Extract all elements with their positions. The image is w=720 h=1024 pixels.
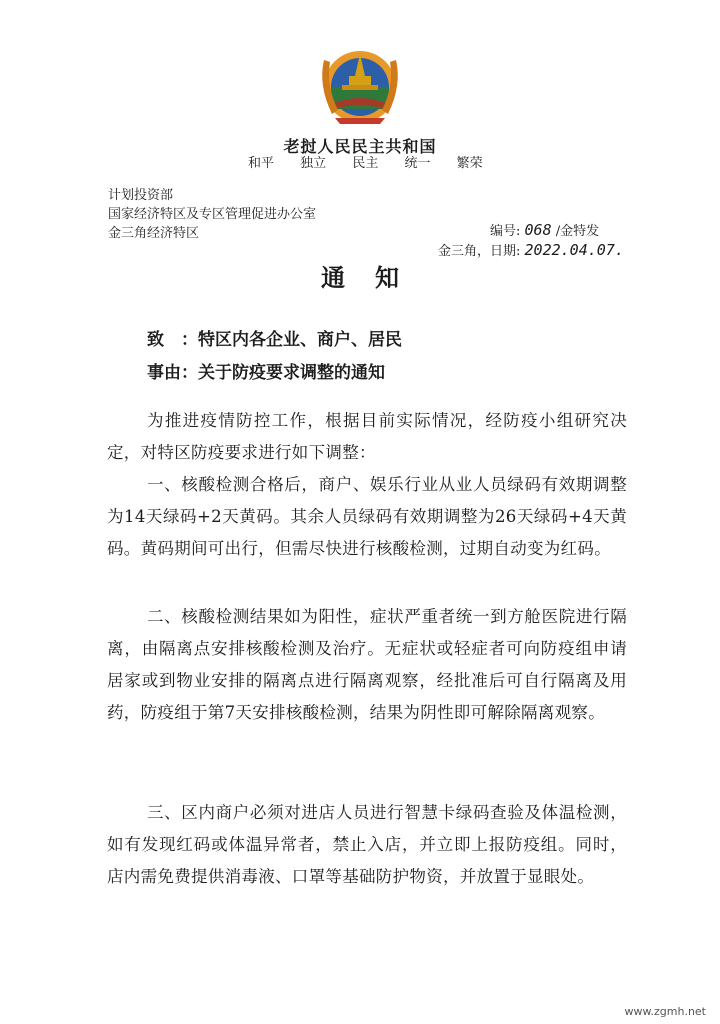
issuer-office: 国家经济特区及专区管理促进办公室 (108, 207, 317, 222)
place-date (438, 240, 624, 259)
national-emblem (310, 40, 410, 126)
document-number (490, 220, 599, 239)
number-value: 068 (524, 221, 552, 239)
body-item-3: 三、区内商户必须对进店人员进行智慧卡绿码查验及体温检测，如有发现红码或体温异常者，禁止入店，并立即上报防疫组。同时，店内需免费提供消毒液、口罩等基础防护物资，并放置于显眼处。 (107, 803, 627, 886)
place-date-label: 金三角，日期: (438, 244, 521, 259)
issuer-zone: 金三角经济特区 (108, 226, 200, 241)
motto-word: 统一 (404, 156, 431, 171)
body-item-2: 二、核酸检测结果如为阳性，症状严重者统一到方舱医院进行隔离，由隔离点安排核酸检测及治疗。无症状或轻症者可向防疫组申请居家或到物业安排的隔离点进行隔离观察，经批准后可自行隔离及用药，防疫组于第7天安排核酸检测，结果为阴性即可解除隔离观察。 (107, 607, 627, 722)
motto-word: 独立 (300, 156, 327, 171)
subject-line: 事由：关于防疫要求调整的通知 (147, 363, 385, 383)
recipient-line: 致 ：特区内各企业、商户、居民 (147, 330, 402, 350)
number-suffix: /金特发 (555, 224, 600, 239)
motto-word: 和平 (248, 156, 275, 171)
body-item-1: 一、核酸检测合格后，商户、娱乐行业从业人员绿码有效期调整为14天绿码+2天黄码。其余人员绿码有效期调整为26天绿码+4天黄码。黄码期间可出行，但需尽快进行核酸检测，过期自动变为红码。 (107, 475, 627, 558)
motto-word: 民主 (352, 156, 379, 171)
document-title: 通知 (321, 263, 429, 292)
date-value: 2022.04.07. (524, 241, 624, 259)
national-motto (248, 152, 505, 171)
motto-word: 繁荣 (456, 156, 483, 171)
number-label: 编号: (490, 224, 521, 239)
issuer-ministry: 计划投资部 (108, 188, 174, 203)
country-name: 老挝人民民主共和国 (283, 137, 437, 156)
body-intro: 为推进疫情防控工作，根据目前实际情况，经防疫小组研究决定，对特区防疫要求进行如下调整： (107, 411, 627, 462)
watermark: www.zgmh.net (624, 1005, 706, 1018)
